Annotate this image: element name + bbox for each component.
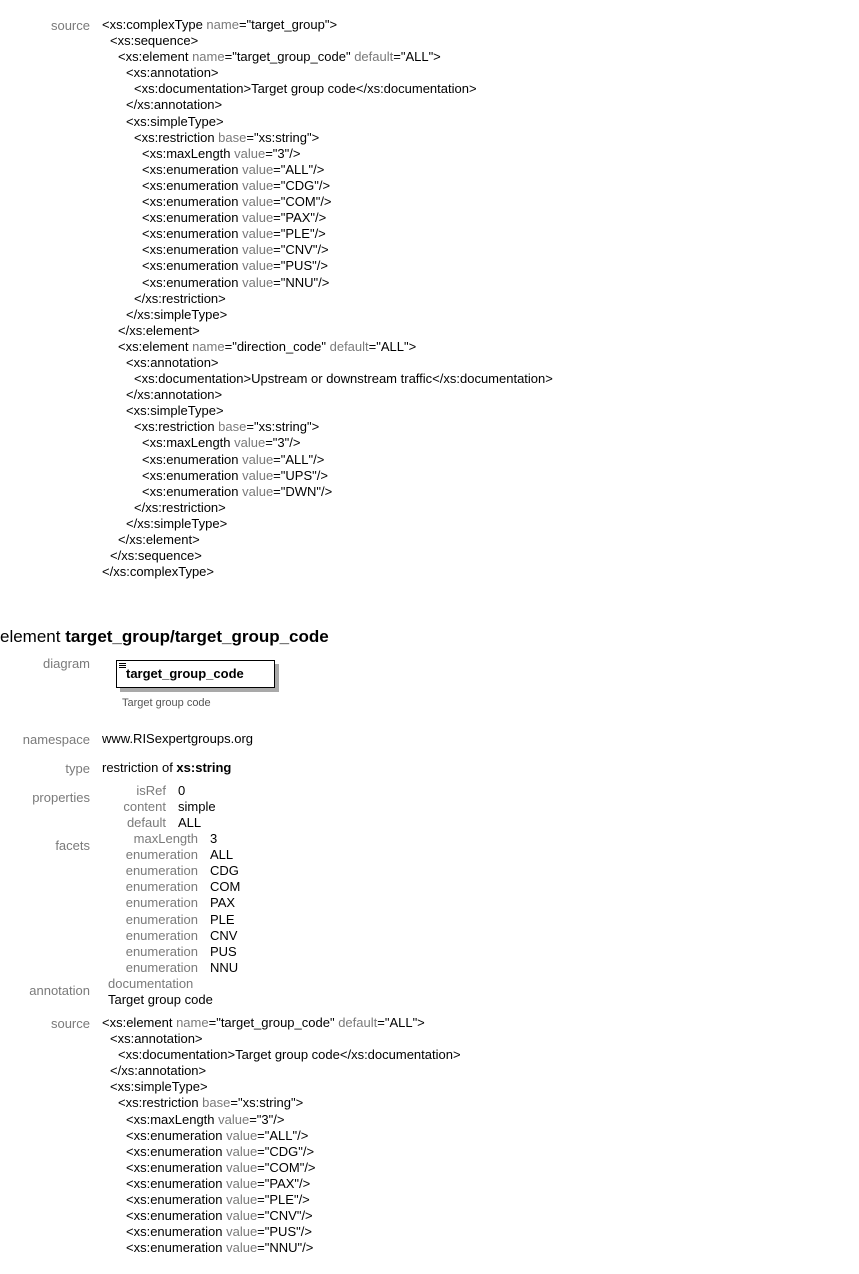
code-line (102, 1192, 461, 1208)
code-line (102, 564, 553, 580)
code-text: <xs:enumeration (126, 1159, 227, 1175)
code-line (102, 242, 553, 258)
code-text: ="ALL"> (377, 1015, 425, 1030)
code-attribute: value (226, 1159, 258, 1175)
type-prefix: restriction of (102, 760, 177, 775)
code-attribute: base (218, 129, 247, 145)
code-line (102, 1208, 461, 1224)
code-line (102, 146, 553, 162)
code-text: <xs:restriction (134, 419, 219, 435)
code-attribute: value (242, 451, 274, 467)
code-text: </xs:complexType> (102, 564, 214, 580)
code-text: </xs:simpleType> (126, 515, 228, 531)
code-text: ="ALL"/> (273, 451, 325, 467)
source-label-bottom: source (50, 1016, 90, 1031)
code-line (102, 516, 553, 532)
code-text: ="NNU"/> (273, 274, 330, 290)
element-heading-name: target_group/target_group_code (65, 627, 329, 646)
code-text: </xs:sequence> (110, 548, 202, 564)
code-text: <xs:enumeration (142, 451, 243, 467)
code-text: <xs:maxLength (142, 435, 235, 451)
code-text: ="3"/> (265, 145, 301, 161)
code-line (102, 81, 553, 97)
code-line (102, 1176, 461, 1192)
code-line (102, 130, 553, 146)
code-text: <xs:enumeration (142, 177, 243, 193)
code-text: ="ALL"/> (273, 161, 325, 177)
code-text: ="PAX"/> (257, 1175, 311, 1191)
code-attribute: value (234, 145, 266, 161)
code-line (102, 1047, 461, 1063)
code-line (102, 178, 553, 194)
code-attribute: name (206, 17, 239, 32)
properties-key: default (126, 815, 166, 831)
code-text: <xs:annotation> (110, 1031, 203, 1047)
code-text: </xs:restriction> (134, 499, 226, 515)
code-line (102, 339, 553, 355)
facets-key: enumeration (125, 927, 198, 943)
code-text: </xs:annotation> (126, 387, 223, 403)
code-text: </xs:annotation> (126, 97, 223, 113)
diagram-documentation: Target group code (122, 697, 211, 709)
facets-key: enumeration (125, 959, 198, 975)
code-line (102, 275, 553, 291)
code-text: <xs:enumeration (142, 242, 243, 258)
code-attribute: name (176, 1015, 209, 1030)
code-text: <xs:documentation>Upstream or downstream traffic</xs:documentation> (134, 371, 553, 387)
code-text: ="CDG"/> (257, 1143, 315, 1159)
code-attribute: value (242, 177, 274, 193)
code-text: ="CNV"/> (273, 242, 329, 258)
diagram-element-box[interactable] (116, 660, 275, 688)
code-line (102, 1144, 461, 1160)
facets-value: COM (210, 879, 241, 895)
code-line (102, 210, 553, 226)
code-text: ="PUS"/> (273, 258, 328, 274)
code-attribute: value (242, 194, 274, 210)
code-line (102, 387, 553, 403)
code-attribute: value (226, 1240, 258, 1256)
code-text: </xs:annotation> (110, 1063, 207, 1079)
code-line (102, 1079, 461, 1095)
code-attribute: value (226, 1127, 258, 1143)
code-attribute: value (242, 161, 274, 177)
code-attribute: value (226, 1143, 258, 1159)
code-line (102, 323, 553, 339)
code-attribute: base (218, 419, 247, 435)
code-text: ="NNU"/> (257, 1240, 314, 1256)
code-text: ="DWN"/> (273, 483, 333, 499)
code-text: <xs:enumeration (126, 1192, 227, 1208)
code-text: </xs:simpleType> (126, 306, 228, 322)
code-text: <xs:enumeration (142, 226, 243, 242)
code-line (102, 371, 553, 387)
type-value (102, 760, 231, 775)
code-attribute: default (338, 1015, 378, 1030)
code-text: <xs:enumeration (142, 210, 243, 226)
code-attribute: value (242, 210, 274, 226)
code-text: ="COM"/> (273, 194, 332, 210)
code-text: <xs:documentation>Target group code</xs:documentation> (134, 81, 477, 97)
type-label: type (65, 761, 90, 776)
facets-key: enumeration (125, 943, 198, 959)
properties-key: content (123, 799, 166, 815)
type-base: xs:string (176, 760, 232, 775)
code-text: <xs:simpleType> (110, 1079, 208, 1095)
code-attribute: default (329, 338, 369, 354)
element-doc-icon (119, 663, 126, 670)
code-text: <xs:annotation> (126, 354, 219, 370)
code-text: <xs:enumeration (142, 161, 243, 177)
code-line (102, 1240, 461, 1256)
code-text: ="target_group_code" (208, 1015, 339, 1030)
properties-value: 0 (178, 783, 186, 798)
code-attribute: name (192, 338, 225, 354)
code-attribute: base (202, 1095, 231, 1111)
code-attribute: value (234, 435, 266, 451)
annotation-label: annotation (29, 983, 90, 998)
code-text: <xs:element (118, 338, 193, 354)
code-attribute: value (226, 1224, 258, 1240)
code-text: <xs:enumeration (142, 274, 243, 290)
code-line (102, 17, 553, 33)
element-heading (0, 627, 329, 647)
code-text: ="3"/> (265, 435, 301, 451)
properties-key: isRef (136, 783, 166, 798)
code-text: ="xs:string"> (230, 1095, 304, 1111)
facets-value: 3 (210, 831, 218, 846)
code-text: ="xs:string"> (246, 419, 320, 435)
diagram-label: diagram (43, 656, 90, 671)
code-line (102, 65, 553, 81)
diagram-element-name: target_group_code (126, 666, 244, 681)
code-text: </xs:element> (118, 532, 200, 547)
code-line (102, 532, 553, 548)
facets-value: NNU (210, 959, 239, 975)
code-line (102, 500, 553, 516)
facets-value: CDG (210, 863, 239, 879)
code-text: ="CNV"/> (257, 1208, 313, 1224)
code-text: </xs:restriction> (134, 290, 226, 306)
code-line (102, 1063, 461, 1079)
code-text: <xs:enumeration (126, 1208, 227, 1224)
code-attribute: value (242, 242, 274, 258)
code-text: ="PAX"/> (273, 210, 327, 226)
code-text: ="target_group"> (238, 17, 338, 32)
facets-key: enumeration (125, 895, 198, 911)
code-line (102, 49, 553, 65)
facets-key: enumeration (125, 879, 198, 895)
code-line (102, 1031, 461, 1047)
code-text: <xs:restriction (118, 1095, 203, 1111)
code-text: <xs:enumeration (142, 483, 243, 499)
code-attribute: value (226, 1175, 258, 1191)
code-text: <xs:enumeration (142, 467, 243, 483)
code-text: ="xs:string"> (246, 129, 320, 145)
element-heading-prefix: element (0, 627, 66, 646)
source-code-bottom (102, 1015, 461, 1256)
code-line (102, 355, 553, 371)
properties-label: properties (32, 790, 90, 805)
code-text: ="direction_code" (224, 338, 330, 354)
code-line (102, 435, 553, 451)
code-line (102, 468, 553, 484)
code-attribute: name (192, 49, 225, 65)
code-text: ="ALL"> (368, 338, 417, 354)
code-line (102, 33, 553, 49)
code-line (102, 307, 553, 323)
facets-label: facets (55, 838, 90, 853)
code-line (102, 1128, 461, 1144)
code-line (102, 194, 553, 210)
code-attribute: value (242, 258, 274, 274)
code-line (102, 1160, 461, 1176)
code-line (102, 484, 553, 500)
annotation-key: documentation (108, 976, 194, 991)
code-line (102, 452, 553, 468)
code-attribute: value (242, 226, 274, 242)
properties-value: ALL (178, 815, 202, 831)
code-text: <xs:simpleType> (126, 403, 224, 419)
code-text: <xs:documentation>Target group code</xs:documentation> (118, 1047, 461, 1063)
properties-value: simple (178, 799, 216, 815)
code-text: <xs:annotation> (126, 65, 219, 81)
source-label-top: source (50, 18, 90, 33)
code-line (102, 1015, 461, 1031)
code-text: ="ALL"> (393, 49, 441, 65)
code-line (102, 1224, 461, 1240)
code-line (102, 548, 553, 564)
code-attribute: value (242, 483, 274, 499)
code-text: <xs:maxLength (142, 145, 235, 161)
annotation-value: Target group code (108, 992, 213, 1007)
code-line (102, 419, 553, 435)
code-attribute: default (354, 49, 394, 65)
code-text: </xs:element> (118, 322, 200, 338)
code-text: <xs:maxLength (126, 1111, 219, 1127)
facets-value: PLE (210, 911, 235, 927)
facets-value: ALL (210, 847, 234, 863)
code-text: ="COM"/> (257, 1159, 316, 1175)
facets-key: enumeration (125, 911, 198, 927)
code-text: ="ALL"/> (257, 1127, 309, 1143)
code-text: <xs:complexType (102, 17, 207, 32)
facets-value: PAX (210, 895, 236, 911)
facets-key: enumeration (125, 863, 198, 879)
code-text: ="PUS"/> (257, 1224, 312, 1240)
facets-value: PUS (210, 943, 237, 959)
code-text: <xs:enumeration (126, 1143, 227, 1159)
code-line (102, 226, 553, 242)
code-text: <xs:element (118, 49, 193, 65)
namespace-label: namespace (22, 732, 90, 747)
code-text: <xs:restriction (134, 129, 219, 145)
code-text: ="target_group_code" (224, 49, 355, 65)
code-attribute: value (218, 1111, 250, 1127)
code-attribute: value (226, 1208, 258, 1224)
namespace-value: www.RISexpertgroups.org (102, 731, 254, 746)
facets-key: maxLength (133, 831, 198, 846)
code-line (102, 291, 553, 307)
code-line (102, 162, 553, 178)
facets-key: enumeration (125, 847, 198, 863)
code-attribute: value (226, 1192, 258, 1208)
code-text: ="UPS"/> (273, 467, 328, 483)
code-line (102, 1112, 461, 1128)
code-text: <xs:enumeration (142, 194, 243, 210)
code-line (102, 403, 553, 419)
code-text: ="PLE"/> (273, 226, 326, 242)
code-text: <xs:simpleType> (126, 113, 224, 129)
code-line (102, 1095, 461, 1111)
code-text: <xs:enumeration (126, 1224, 227, 1240)
code-text: ="PLE"/> (257, 1192, 310, 1208)
code-text: <xs:enumeration (126, 1240, 227, 1256)
code-attribute: value (242, 467, 274, 483)
code-text: <xs:enumeration (126, 1175, 227, 1191)
code-text: ="3"/> (249, 1111, 285, 1127)
code-text: <xs:enumeration (142, 258, 243, 274)
code-line (102, 97, 553, 113)
code-text: <xs:sequence> (110, 33, 199, 49)
code-line (102, 258, 553, 274)
code-text: ="CDG"/> (273, 177, 331, 193)
facets-value: CNV (210, 927, 238, 943)
code-attribute: value (242, 274, 274, 290)
source-code-top (102, 17, 553, 580)
code-text: <xs:enumeration (126, 1127, 227, 1143)
code-line (102, 114, 553, 130)
code-text: <xs:element (102, 1015, 177, 1030)
